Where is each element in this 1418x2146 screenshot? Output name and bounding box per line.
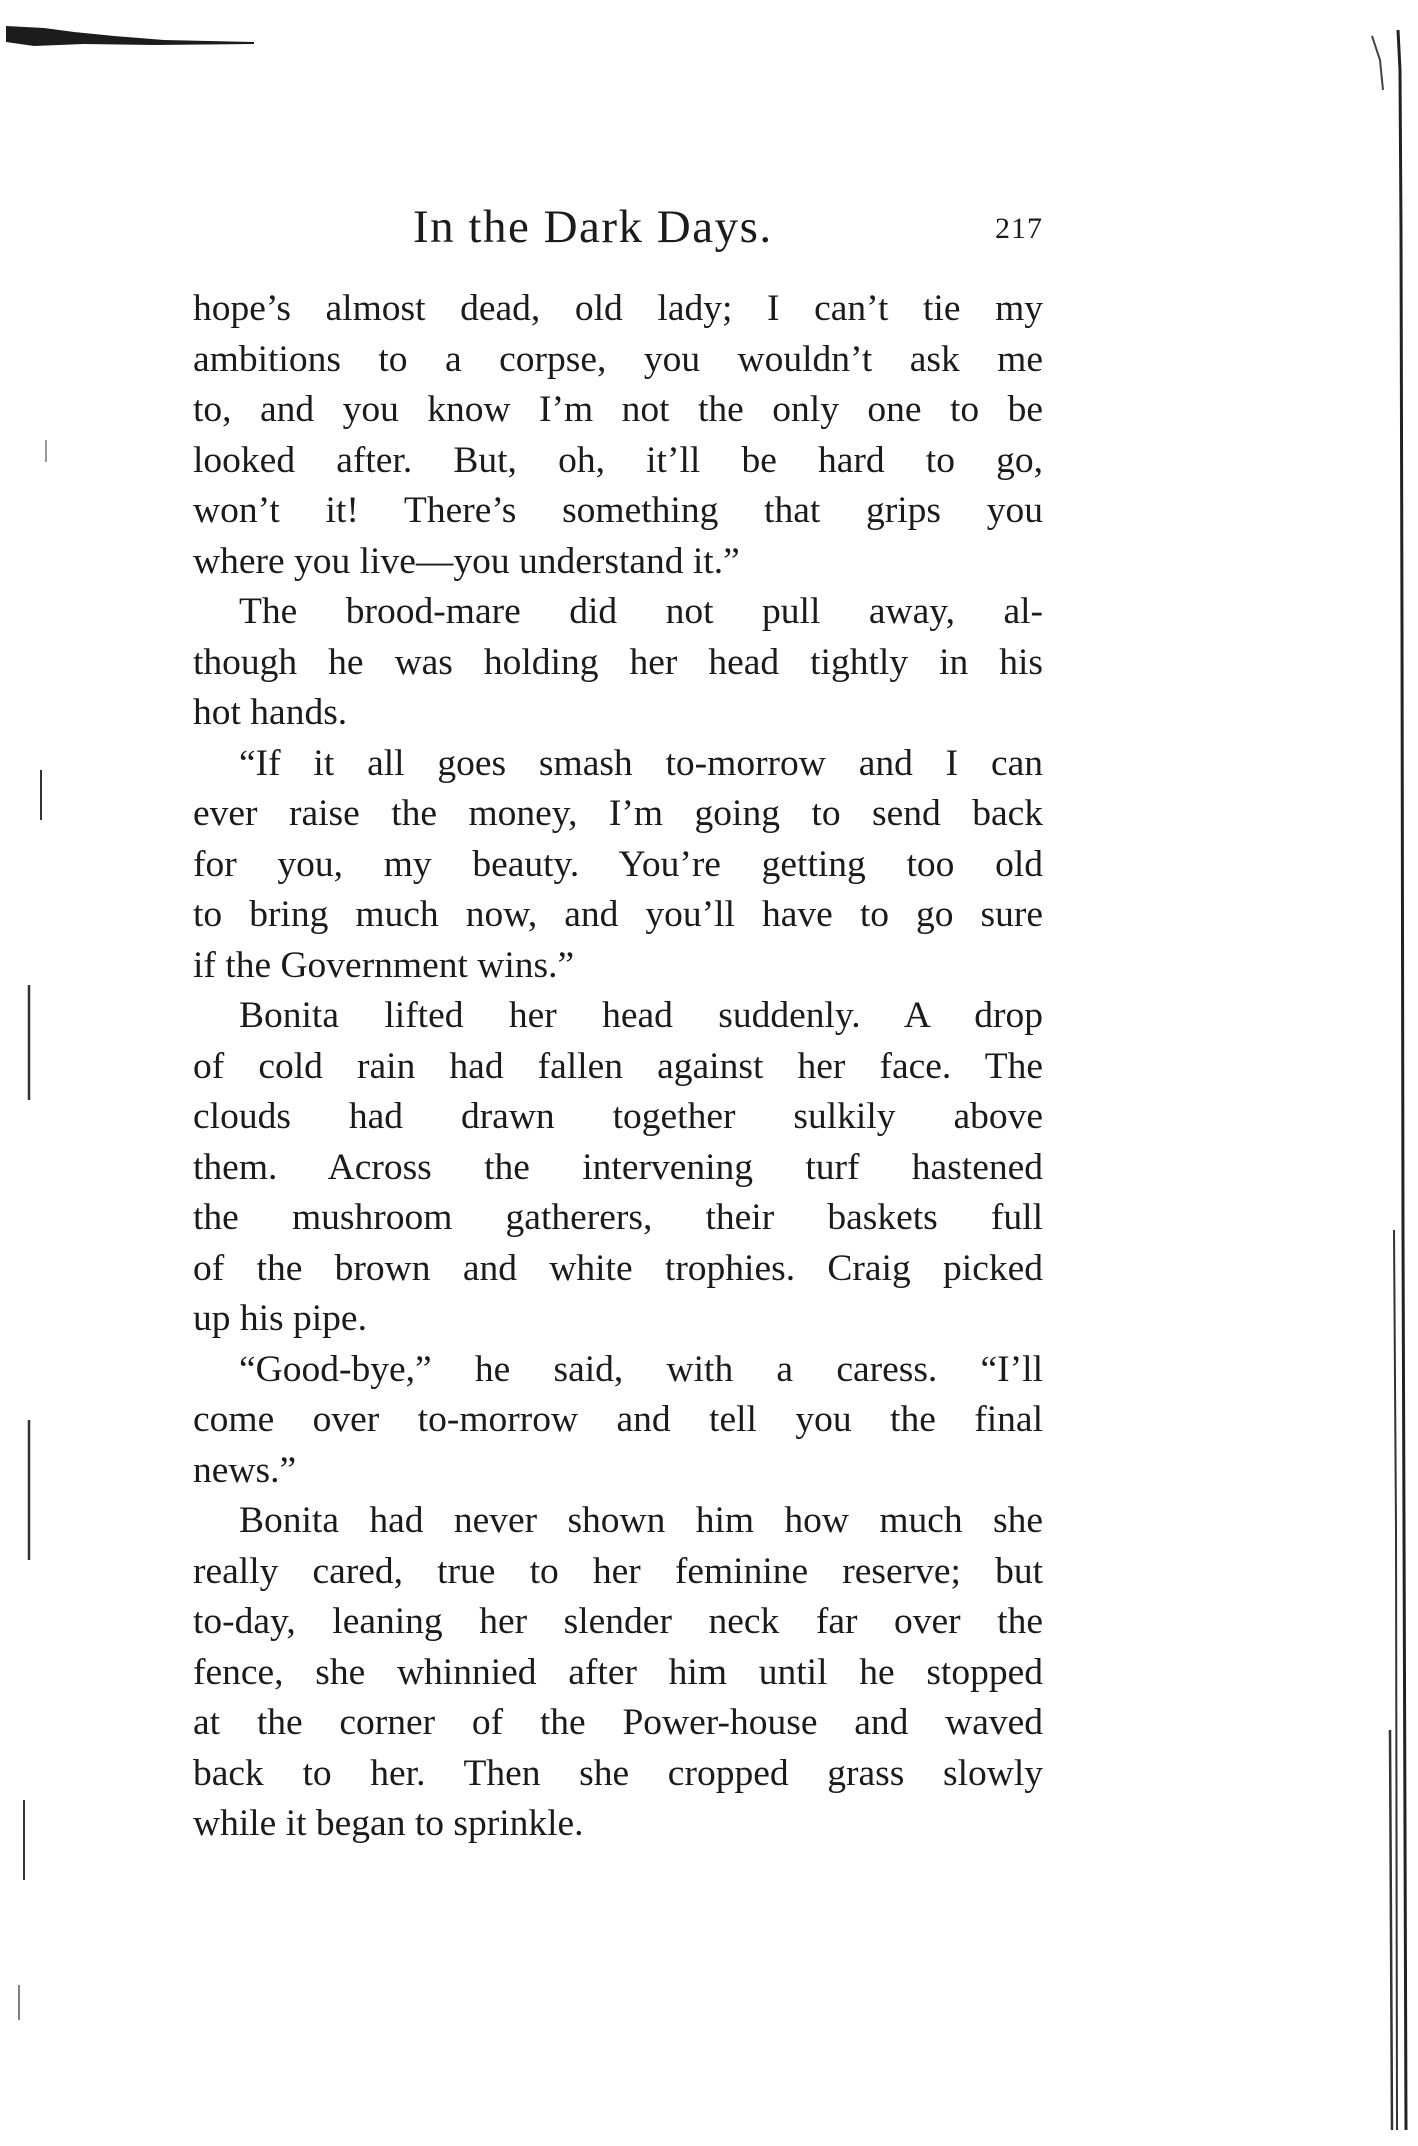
text-line: up his pipe. (193, 1298, 367, 1339)
text-line: where you live—you understand it.” (193, 540, 740, 582)
text-line: for you, my beauty. You’re getting too old (193, 843, 1043, 885)
text-line: hot hands. (193, 692, 348, 733)
text-line: The brood-mare did not pull away, al- (239, 591, 1043, 632)
paragraph-if-it-all (193, 739, 1043, 992)
scan-blemish-top (4, 22, 254, 48)
running-head-title: In the Dark Days. (413, 201, 773, 253)
paragraph-good-bye (193, 1345, 1043, 1497)
text-line: come over to-morrow and tell you the final (193, 1399, 1043, 1440)
text-line: the mushroom gatherers, their baskets full (193, 1197, 1043, 1238)
text-line: at the corner of the Power-house and waved (193, 1702, 1043, 1743)
text-line: ever raise the money, I’m going to send back (193, 793, 1043, 834)
text-line: fence, she whinnied after him until he stopped (193, 1651, 1043, 1693)
text-line: back to her. Then she cropped grass slowly (193, 1752, 1043, 1794)
text-line: won’t it! There’s something that grips you (193, 490, 1043, 531)
text-line: news.” (193, 1449, 297, 1491)
paragraph-bonita-never (193, 1496, 1043, 1850)
body-text (193, 284, 1043, 1850)
text-line: while it began to sprinkle. (193, 1803, 584, 1844)
text-line: ambitions to a corpse, you wouldn’t ask me (193, 338, 1043, 380)
text-line: looked after. But, oh, it’ll be hard to go, (193, 439, 1043, 481)
text-line: if the Government wins.” (193, 944, 575, 986)
text-line: to, and you know I’m not the only one to be (193, 389, 1043, 430)
running-head (193, 200, 1043, 270)
paragraph-bonita-lifted (193, 991, 1043, 1345)
text-line: of the brown and white trophies. Craig picked (193, 1247, 1043, 1289)
page-number: 217 (995, 212, 1043, 245)
text-line: though he was holding her head tightly in his (193, 641, 1043, 683)
text-line: of cold rain had fallen against her face. The (193, 1045, 1043, 1087)
text-line: Bonita had never shown him how much she (239, 1500, 1043, 1541)
text-line: “Good-bye,” he said, with a caress. “I’ll (239, 1348, 1043, 1390)
text-line: “If it all goes smash to-morrow and I can (239, 742, 1043, 784)
text-line: to-day, leaning her slender neck far over the (193, 1601, 1043, 1642)
text-line: hope’s almost dead, old lady; I can’t tie my (193, 288, 1043, 329)
text-line: them. Across the intervening turf hastened (193, 1146, 1043, 1188)
scan-edge-right-marks (1350, 30, 1410, 2130)
text-line: to bring much now, and you’ll have to go sure (193, 894, 1043, 935)
text-line: Bonita lifted her head suddenly. A drop (239, 995, 1043, 1036)
text-line: really cared, true to her feminine reserve; but (193, 1550, 1043, 1592)
scan-edge-left-marks (0, 0, 60, 2146)
text-line: clouds had drawn together sulkily above (193, 1096, 1043, 1137)
paragraph-brood-mare (193, 587, 1043, 739)
paragraph-hope (193, 284, 1043, 587)
